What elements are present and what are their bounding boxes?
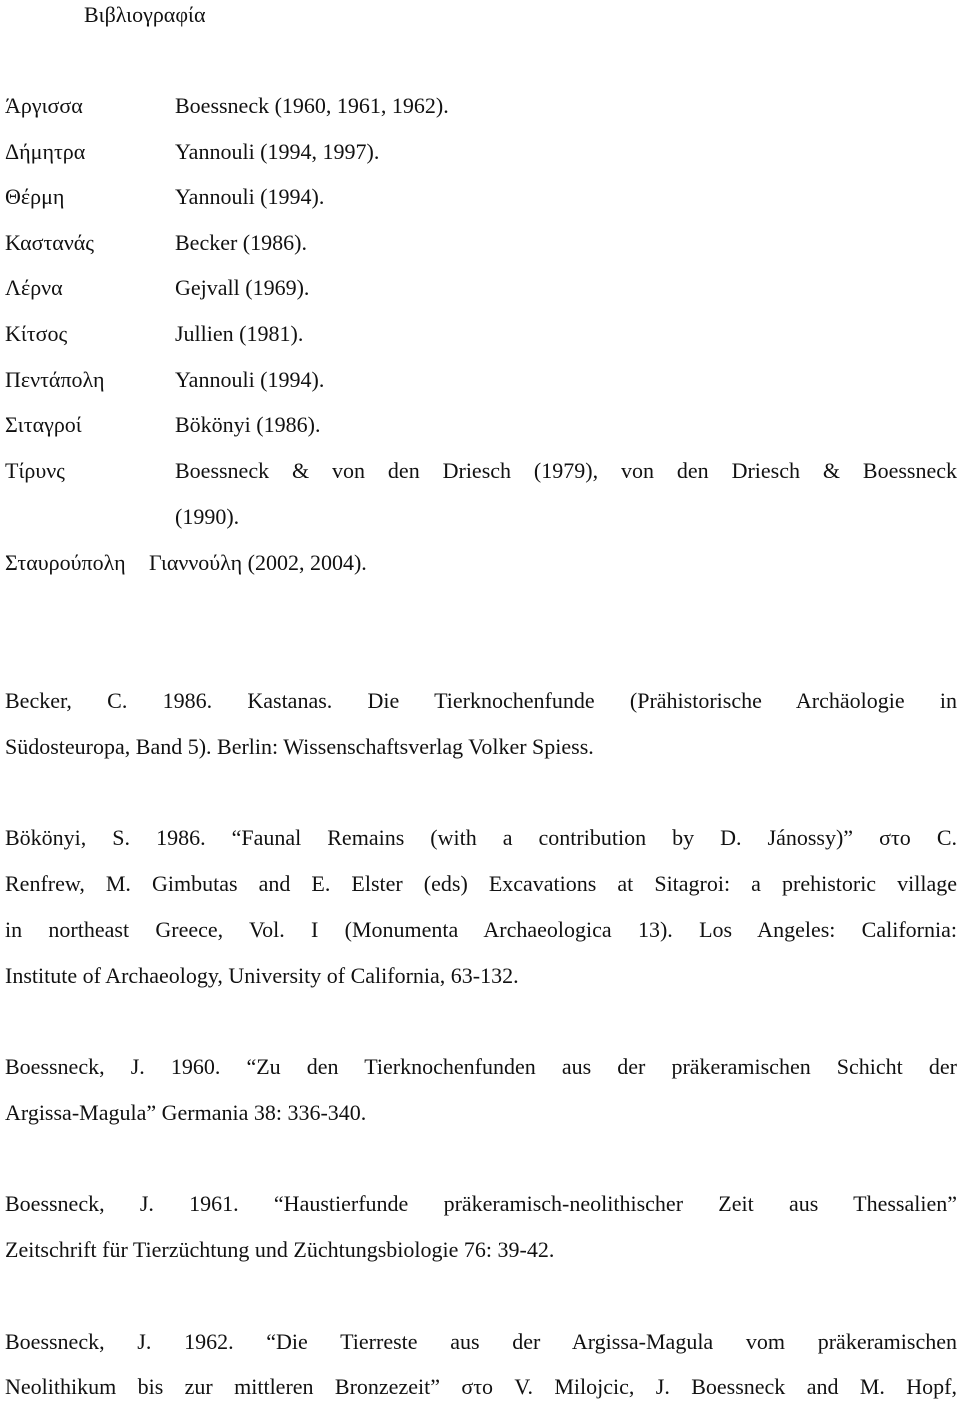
site-reference-continued: (1990). xyxy=(175,504,240,529)
site-reference: Becker (1986). xyxy=(175,230,307,255)
site-entry-sitagroi xyxy=(5,411,957,439)
site-name: Σιταγροί xyxy=(5,412,82,437)
site-reference: Γιαννούλη (2002, 2004). xyxy=(149,550,367,575)
site-reference: Yannouli (1994). xyxy=(175,184,325,209)
reference-line: Renfrew, M. Gimbutas and E. Elster (eds) Excavations at Sitagroi: a prehistoric village xyxy=(5,871,957,896)
site-name: Δήμητρα xyxy=(5,139,86,164)
site-name: Θέρμη xyxy=(5,184,65,209)
reference-line: Argissa-Magula” Germania 38: 336-340. xyxy=(5,1100,367,1125)
reference-line: Institute of Archaeology, University of California, 63-132. xyxy=(5,963,519,988)
site-name: Λέρνα xyxy=(5,275,63,300)
site-entry-kitsos xyxy=(5,320,957,348)
reference-line: Zeitschrift für Tierzüchtung und Züchtungsbiologie 76: 39-42. xyxy=(5,1237,555,1262)
site-entry-stavroupoli xyxy=(5,549,957,577)
site-entry-tiryns xyxy=(5,457,957,485)
site-entry-argissa xyxy=(5,92,957,120)
site-reference: Gejvall (1969). xyxy=(175,275,310,300)
reference-line: Bökönyi, S. 1986. “Faunal Remains (with a contribution by D. Jánossy)” στο C. xyxy=(5,825,957,850)
reference-line: Becker, C. 1986. Kastanas. Die Tierknochenfunde (Prähistorische Archäologie in xyxy=(5,688,957,713)
site-reference: Boessneck (1960, 1961, 1962). xyxy=(175,93,449,118)
site-entry-thermi xyxy=(5,183,957,211)
site-name: Άργισσα xyxy=(5,93,83,118)
site-name: Καστανάς xyxy=(5,230,95,255)
site-entry-lerna xyxy=(5,274,957,302)
site-reference: Jullien (1981). xyxy=(175,321,304,346)
page-heading: Βιβλιογραφία xyxy=(84,2,206,27)
reference-line: Südosteuropa, Band 5). Berlin: Wissenschaftsverlag Volker Spiess. xyxy=(5,734,594,759)
site-reference: Yannouli (1994). xyxy=(175,367,325,392)
site-name: Τίρυνς xyxy=(5,458,65,483)
site-reference: Bökönyi (1986). xyxy=(175,412,321,437)
site-name: Σταυρούπολη xyxy=(5,550,126,575)
reference-line: Neolithikum bis zur mittleren Bronzezeit” στο V. Milojcic, J. Boessneck and M. Hopf, xyxy=(5,1374,957,1399)
site-reference: Boessneck & von den Driesch (1979), von den Driesch & Boessneck xyxy=(175,458,957,483)
site-entry-pentapoli xyxy=(5,366,957,394)
site-entry-dimitra xyxy=(5,138,957,166)
reference-line: in northeast Greece, Vol. I (Monumenta Archaeologica 13). Los Angeles: California: xyxy=(5,917,957,942)
reference-line: Boessneck, J. 1961. “Haustierfunde präkeramisch-neolithischer Zeit aus Thessalien” xyxy=(5,1191,957,1216)
site-reference: Yannouli (1994, 1997). xyxy=(175,139,380,164)
reference-line: Boessneck, J. 1960. “Zu den Tierknochenfunden aus der präkeramischen Schicht der xyxy=(5,1054,957,1079)
reference-line: Boessneck, J. 1962. “Die Tierreste aus der Argissa-Magula vom präkeramischen xyxy=(5,1329,957,1354)
site-name: Κίτσος xyxy=(5,321,68,346)
site-entry-kastanas xyxy=(5,229,957,257)
site-name: Πεντάπολη xyxy=(5,367,105,392)
site-entry-tiryns-continued xyxy=(5,503,957,531)
